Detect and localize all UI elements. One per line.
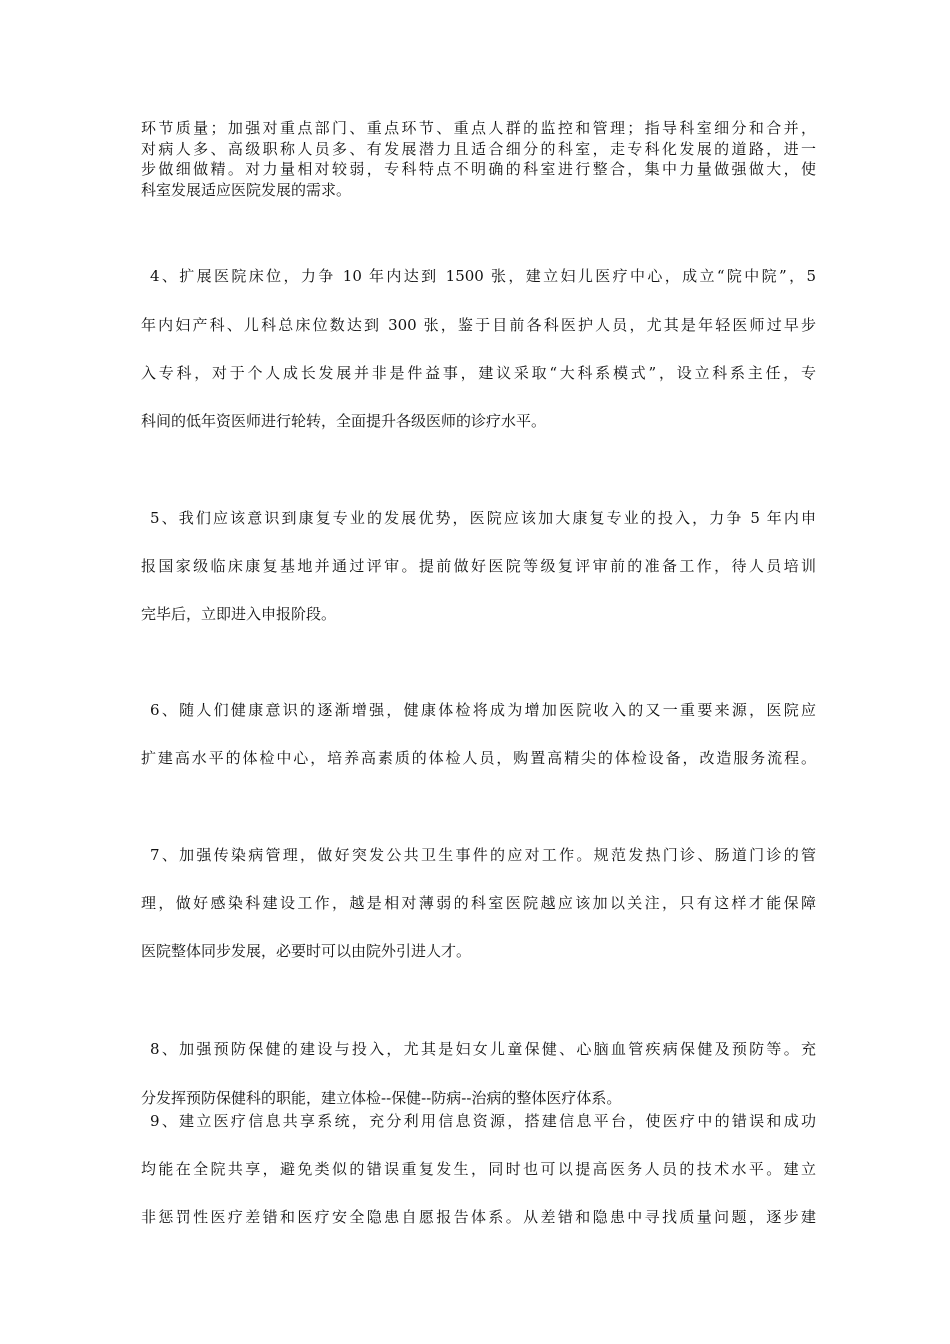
- paragraph-line: 扩建高水平的体检中心，培养高素质的体检人员，购置高精尖的体检设备，改造服务流程。: [141, 749, 816, 767]
- paragraph-line: 分发挥预防保健科的职能，建立体检--保健--防病--治病的整体医疗体系。: [141, 1089, 622, 1107]
- paragraph-line: 环节质量；加强对重点部门、重点环节、重点人群的监控和管理；指导科室细分和合并，: [141, 119, 816, 137]
- paragraph-line: 完毕后，立即进入申报阶段。: [141, 605, 337, 623]
- paragraph-line: 科间的低年资医师进行轮转，全面提升各级医师的诊疗水平。: [141, 412, 547, 430]
- paragraph-line: 医院整体同步发展，必要时可以由院外引进人才。: [141, 942, 472, 960]
- paragraph-line: 4、扩展医院床位，力争 10 年内达到 1500 张，建立妇儿医疗中心，成立“院中院”，5: [150, 267, 816, 285]
- paragraph-line: 对病人多、高级职称人员多、有发展潜力且适合细分的科室，走专科化发展的道路，进一: [141, 140, 816, 158]
- paragraph-line: 科室发展适应医院发展的需求。: [141, 181, 352, 199]
- paragraph-line: 7、加强传染病管理，做好突发公共卫生事件的应对工作。规范发热门诊、肠道门诊的管: [150, 846, 816, 864]
- paragraph-line: 均能在全院共享，避免类似的错误重复发生，同时也可以提高医务人员的技术水平。建立: [141, 1160, 816, 1178]
- paragraph-line: 理，做好感染科建设工作，越是相对薄弱的科室医院越应该加以关注，只有这样才能保障: [141, 894, 816, 912]
- paragraph-line: 8、加强预防保健的建设与投入，尤其是妇女儿童保健、心脑血管疾病保健及预防等。充: [150, 1040, 816, 1058]
- paragraph-line: 6、随人们健康意识的逐渐增强，健康体检将成为增加医院收入的又一重要来源，医院应: [150, 701, 816, 719]
- paragraph-line: 步做细做精。对力量相对较弱，专科特点不明确的科室进行整合，集中力量做强做大，使: [141, 160, 816, 178]
- paragraph-line: 报国家级临床康复基地并通过评审。提前做好医院等级复评审前的准备工作，待人员培训: [141, 557, 816, 575]
- paragraph-line: 年内妇产科、儿科总床位数达到 300 张，鉴于目前各科医护人员，尤其是年轻医师过早步: [141, 316, 816, 334]
- paragraph-line: 非惩罚性医疗差错和医疗安全隐患自愿报告体系。从差错和隐患中寻找质量问题，逐步建: [141, 1208, 816, 1226]
- paragraph-line: 9、建立医疗信息共享系统，充分利用信息资源，搭建信息平台，使医疗中的错误和成功: [150, 1112, 816, 1130]
- paragraph-line: 5、我们应该意识到康复专业的发展优势，医院应该加大康复专业的投入，力争 5 年内申: [150, 509, 816, 527]
- paragraph-line: 入专科，对于个人成长发展并非是件益事，建议采取“大科系模式”，设立科系主任，专: [141, 364, 816, 382]
